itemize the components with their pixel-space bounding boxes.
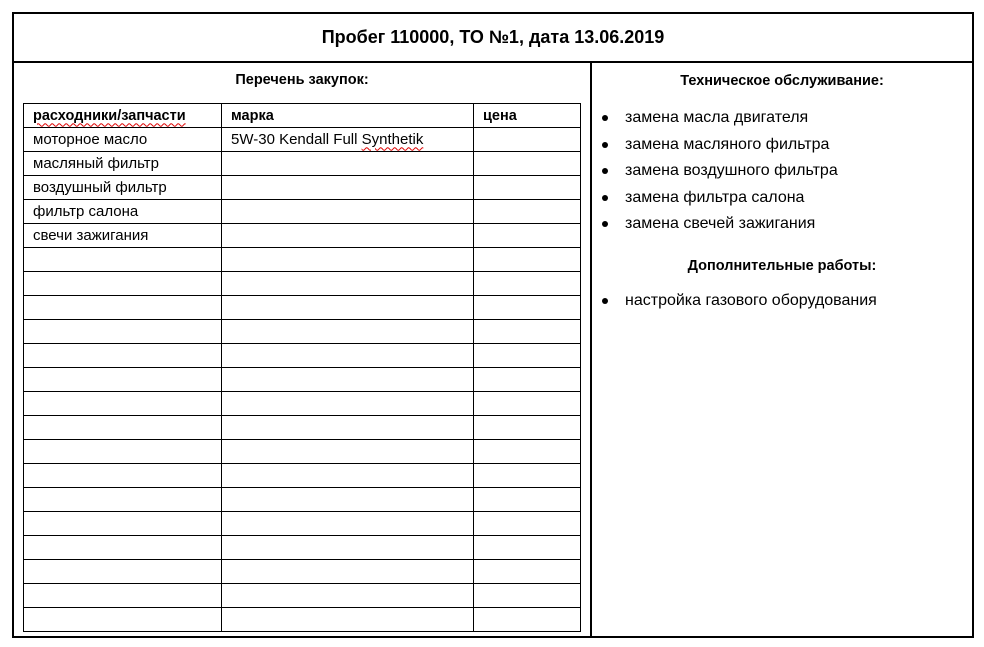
table-cell: [474, 536, 581, 560]
table-cell: [474, 200, 581, 224]
purchases-table: [23, 103, 581, 632]
table-cell: [474, 128, 581, 152]
table-cell: [222, 224, 474, 248]
table-cell: [222, 416, 474, 440]
table-cell: [222, 488, 474, 512]
list-item: [592, 158, 972, 185]
table-cell: [474, 392, 581, 416]
table-cell: [474, 152, 581, 176]
table-cell: [474, 584, 581, 608]
bullet-icon: [602, 195, 608, 201]
table-row: [24, 392, 581, 416]
table-row: [24, 128, 581, 152]
table-cell: [474, 608, 581, 632]
table-cell: [222, 440, 474, 464]
table-cell: [24, 320, 222, 344]
table-row: [24, 560, 581, 584]
table-row: [24, 152, 581, 176]
table-cell: [24, 416, 222, 440]
bullet-icon: [602, 168, 608, 174]
purchases-heading: Перечень закупок:: [235, 72, 369, 88]
list-item: [592, 185, 972, 212]
table-cell: [474, 224, 581, 248]
table-cell: [24, 296, 222, 320]
table-cell: [24, 368, 222, 392]
table-cell: [474, 248, 581, 272]
list-item: [592, 105, 972, 132]
table-row: [24, 488, 581, 512]
list-item-text: замена свечей зажигания: [625, 215, 816, 232]
table-row: [24, 536, 581, 560]
table-row: [24, 296, 581, 320]
table-cell: [474, 416, 581, 440]
table-cell: [222, 176, 474, 200]
list-item-text: замена масляного фильтра: [625, 135, 830, 153]
page-title: Пробег 110000, ТО №1, дата 13.06.2019: [14, 14, 972, 63]
table-cell: [24, 392, 222, 416]
table-cell: моторное масло: [24, 128, 222, 152]
table-cell: фильтр салона: [24, 200, 222, 224]
table-cell: [474, 176, 581, 200]
table-cell: [222, 608, 474, 632]
column-header: марка: [222, 104, 474, 128]
list-item-text: настройка газового оборудования: [625, 291, 877, 309]
table-cell: [24, 248, 222, 272]
extra-work-list: [592, 288, 972, 315]
table-row: [24, 224, 581, 248]
table-cell: [474, 344, 581, 368]
table-cell: [24, 560, 222, 584]
table-cell: [24, 440, 222, 464]
table-row: [24, 608, 581, 632]
table-cell: [474, 296, 581, 320]
list-item: [592, 132, 972, 159]
table-cell: [222, 344, 474, 368]
table-cell: [222, 512, 474, 536]
table-cell: [222, 464, 474, 488]
document-frame: [12, 12, 974, 638]
table-row: [24, 272, 581, 296]
table-cell: [222, 152, 474, 176]
table-cell: [24, 464, 222, 488]
list-item: [592, 211, 972, 238]
table-row: [24, 584, 581, 608]
table-cell: [474, 512, 581, 536]
purchases-table-wrap: [23, 103, 583, 636]
list-item: [592, 288, 972, 315]
table-cell: [474, 464, 581, 488]
table-cell: [474, 440, 581, 464]
table-cell: [474, 320, 581, 344]
table-cell: [474, 368, 581, 392]
bullet-icon: [602, 115, 608, 121]
table-cell: [24, 512, 222, 536]
table-cell: [24, 344, 222, 368]
table-cell: [222, 320, 474, 344]
table-cell: [222, 200, 474, 224]
table-row: [24, 176, 581, 200]
table-row: [24, 200, 581, 224]
table-cell: воздушный фильтр: [24, 176, 222, 200]
table-row: [24, 248, 581, 272]
maintenance-heading: Техническое обслуживание:: [680, 73, 884, 89]
table-cell: [474, 560, 581, 584]
spellcheck-word: Synthetik: [361, 130, 424, 148]
table-cell: [474, 272, 581, 296]
table-cell: масляный фильтр: [24, 152, 222, 176]
table-cell: [222, 368, 474, 392]
column-header: цена: [474, 104, 581, 128]
table-row: [24, 416, 581, 440]
table-cell: [222, 272, 474, 296]
extra-work-heading: Дополнительные работы:: [687, 257, 877, 274]
table-cell: [222, 248, 474, 272]
maintenance-panel: [592, 63, 972, 314]
table-cell: [222, 560, 474, 584]
table-cell: [24, 584, 222, 608]
table-cell: [222, 392, 474, 416]
bullet-icon: [602, 142, 608, 148]
table-cell: [222, 536, 474, 560]
table-cell: [24, 488, 222, 512]
table-cell: [24, 272, 222, 296]
table-cell: [474, 488, 581, 512]
list-item-text: замена воздушного фильтра: [625, 162, 838, 179]
table-row: [24, 368, 581, 392]
table-cell: [222, 584, 474, 608]
table-row: [24, 344, 581, 368]
column-header: расходники/запчасти: [24, 104, 222, 128]
table-cell: [24, 608, 222, 632]
table-row: [24, 440, 581, 464]
table-cell: [222, 296, 474, 320]
table-cell: свечи зажигания: [24, 224, 222, 248]
table-header-row: [24, 104, 581, 128]
bullet-icon: [602, 298, 608, 304]
list-item-text: замена масла двигателя: [625, 109, 809, 126]
table-row: [24, 464, 581, 488]
table-cell: [24, 536, 222, 560]
table-row: [24, 320, 581, 344]
list-item-text: замена фильтра салона: [625, 188, 805, 206]
maintenance-list: [592, 105, 972, 238]
table-row: [24, 512, 581, 536]
bullet-icon: [602, 221, 608, 227]
table-cell: 5W-30 Kendall Full Synthetik: [222, 128, 474, 152]
